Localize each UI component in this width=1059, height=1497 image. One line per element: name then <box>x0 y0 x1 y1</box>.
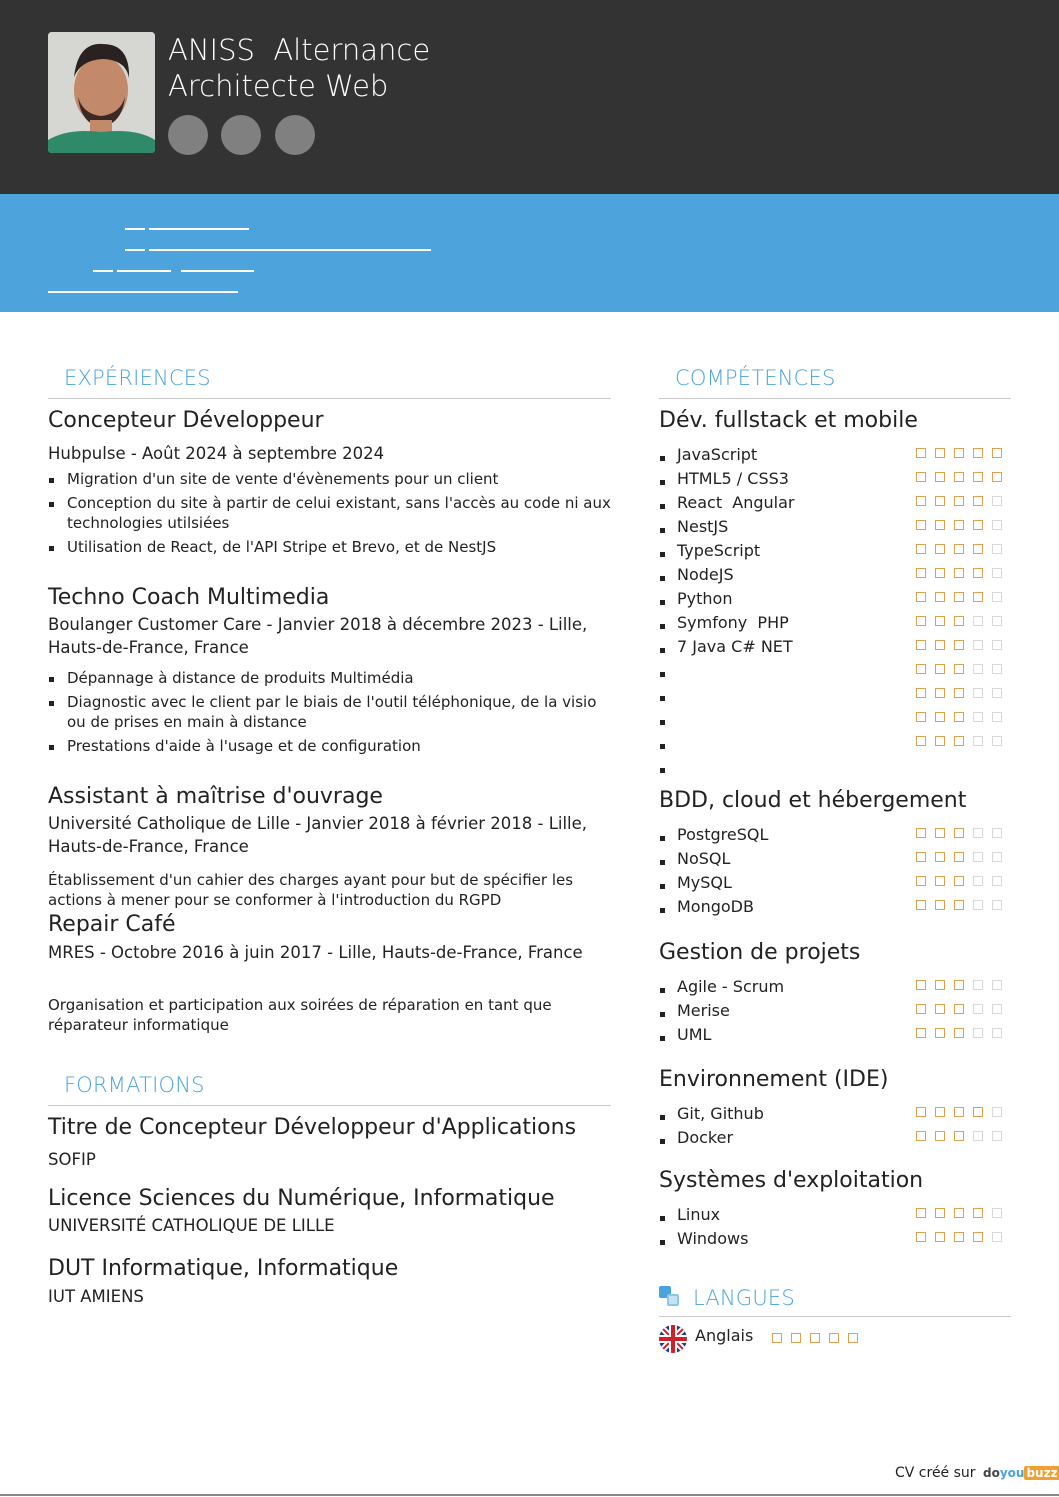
rating-square <box>992 1028 1002 1038</box>
section-divider <box>48 398 611 399</box>
rating-square <box>916 448 926 458</box>
rating-square <box>973 616 983 626</box>
candidate-name: ANISS Alternance <box>168 33 431 67</box>
skill-list <box>659 443 899 779</box>
rating-square <box>973 568 983 578</box>
rating-square <box>992 1004 1002 1014</box>
skill-list <box>659 1203 899 1251</box>
rating-square <box>954 496 964 506</box>
rating-square <box>973 520 983 530</box>
degree-title: DUT Informatique, Informatique <box>48 1256 399 1281</box>
rating-square <box>992 472 1002 482</box>
job-description: Organisation et participation aux soirées de réparation en tant que réparateur informatique <box>48 996 552 1034</box>
skill-item <box>659 755 899 779</box>
rating-square <box>954 592 964 602</box>
rating-square <box>954 736 964 746</box>
rating-square <box>992 876 1002 886</box>
skill-item <box>659 707 899 731</box>
rating-row <box>916 561 1016 585</box>
rating-square <box>848 1333 858 1343</box>
rating-square <box>935 876 945 886</box>
rating-square <box>935 616 945 626</box>
rating-square <box>916 640 926 650</box>
contact-band <box>0 194 1059 312</box>
rating-square <box>916 496 926 506</box>
rating-square <box>916 712 926 722</box>
job-title: Techno Coach Multimedia <box>48 585 330 610</box>
langues-heading: LANGUES <box>693 1286 795 1310</box>
rating-square <box>916 980 926 990</box>
school-name: IUT AMIENS <box>48 1287 144 1306</box>
skill-item: Agile - Scrum <box>659 975 899 999</box>
rating-square <box>992 1107 1002 1117</box>
rating-square <box>992 736 1002 746</box>
rating-square <box>916 1232 926 1242</box>
rating-square <box>973 1131 983 1141</box>
contact-line[interactable] <box>125 249 145 251</box>
rating-row <box>916 681 1016 705</box>
skill-item: HTML5 / CSS3 <box>659 467 899 491</box>
job-bullets <box>48 469 613 561</box>
job-company: Hubpulse - Août 2024 à septembre 2024 <box>48 444 385 463</box>
rating-square <box>935 592 945 602</box>
rating-square <box>973 496 983 506</box>
rating-row <box>916 633 1016 657</box>
rating-row <box>772 1326 872 1350</box>
rating-square <box>916 1004 926 1014</box>
uk-flag-icon <box>659 1325 687 1353</box>
section-divider <box>659 1316 1011 1317</box>
school-name: SOFIP <box>48 1150 96 1169</box>
rating-square <box>954 616 964 626</box>
skill-item <box>659 683 899 707</box>
rating-row <box>916 1225 1016 1249</box>
rating-square <box>935 520 945 530</box>
rating-square <box>973 828 983 838</box>
rating-square <box>954 544 964 554</box>
rating-row <box>916 869 1016 893</box>
rating-square <box>810 1333 820 1343</box>
rating-square <box>973 736 983 746</box>
rating-square <box>992 828 1002 838</box>
rating-square <box>916 568 926 578</box>
rating-square <box>973 544 983 554</box>
rating-square <box>954 1232 964 1242</box>
rating-row <box>916 657 1016 681</box>
skill-item: Windows <box>659 1227 899 1251</box>
rating-square <box>935 980 945 990</box>
skill-item: Linux <box>659 1203 899 1227</box>
rating-square <box>992 520 1002 530</box>
rating-square <box>916 736 926 746</box>
rating-row <box>916 1124 1016 1148</box>
rating-square <box>935 1208 945 1218</box>
rating-square <box>954 520 964 530</box>
degree-title: Licence Sciences du Numérique, Informatique <box>48 1186 555 1211</box>
rating-square <box>829 1333 839 1343</box>
rating-square <box>992 1208 1002 1218</box>
social-icon-3[interactable] <box>275 115 315 155</box>
skill-item <box>659 659 899 683</box>
contact-line[interactable] <box>181 270 254 272</box>
rating-row <box>916 973 1016 997</box>
rating-square <box>954 1131 964 1141</box>
rating-square <box>992 592 1002 602</box>
brand-you: you <box>999 1466 1025 1480</box>
skill-category-title: Environnement (IDE) <box>659 1067 889 1092</box>
school-name: UNIVERSITÉ CATHOLIQUE DE LILLE <box>48 1216 335 1235</box>
skill-ratings <box>916 441 1016 753</box>
brand-do: do <box>983 1466 1000 1480</box>
rating-square <box>916 1131 926 1141</box>
language-rating <box>772 1326 872 1350</box>
rating-square <box>916 1208 926 1218</box>
rating-row <box>916 441 1016 465</box>
rating-square <box>935 1004 945 1014</box>
skill-item: NestJS <box>659 515 899 539</box>
rating-square <box>992 640 1002 650</box>
skill-category-title: Gestion de projets <box>659 940 861 965</box>
rating-square <box>954 1107 964 1117</box>
contact-line[interactable] <box>117 270 171 272</box>
rating-square <box>935 1131 945 1141</box>
rating-square <box>973 640 983 650</box>
skill-item <box>659 731 899 755</box>
rating-square <box>992 544 1002 554</box>
contact-line[interactable] <box>149 249 431 251</box>
skill-item: Git, Github <box>659 1102 899 1126</box>
language-name: Anglais <box>695 1326 754 1345</box>
social-icon-2[interactable] <box>221 115 261 155</box>
rating-square <box>935 496 945 506</box>
skill-list <box>659 975 899 1047</box>
skill-category-title: BDD, cloud et hébergement <box>659 788 967 813</box>
rating-row <box>916 465 1016 489</box>
rating-square <box>935 472 945 482</box>
rating-square <box>954 852 964 862</box>
rating-square <box>973 1232 983 1242</box>
job-company: MRES - Octobre 2016 à juin 2017 - Lille, Hauts-de-France, France <box>48 943 583 962</box>
skill-ratings <box>916 821 1016 917</box>
rating-square <box>916 900 926 910</box>
rating-square <box>973 664 983 674</box>
rating-square <box>992 980 1002 990</box>
rating-square <box>935 448 945 458</box>
rating-square <box>916 852 926 862</box>
rating-row <box>916 821 1016 845</box>
skill-ratings <box>916 1201 1016 1249</box>
rating-square <box>935 688 945 698</box>
rating-square <box>954 448 964 458</box>
rating-square <box>954 1004 964 1014</box>
rating-square <box>916 876 926 886</box>
page-bottom-border <box>0 1494 1059 1496</box>
rating-row <box>916 585 1016 609</box>
rating-square <box>992 496 1002 506</box>
skill-item: PostgreSQL <box>659 823 899 847</box>
rating-square <box>992 712 1002 722</box>
rating-square <box>916 520 926 530</box>
doyoubuzz-logo[interactable] <box>983 1466 1059 1480</box>
rating-square <box>772 1333 782 1343</box>
skill-item: MongoDB <box>659 895 899 919</box>
contact-line[interactable] <box>48 291 238 293</box>
rating-square <box>916 828 926 838</box>
rating-square <box>954 472 964 482</box>
rating-square <box>954 828 964 838</box>
skill-item: TypeScript <box>659 539 899 563</box>
skill-item: Docker <box>659 1126 899 1150</box>
footer-text: CV créé sur <box>895 1465 976 1481</box>
rating-square <box>954 1208 964 1218</box>
rating-square <box>954 568 964 578</box>
rating-square <box>992 568 1002 578</box>
contact-line[interactable] <box>93 270 113 272</box>
rating-square <box>916 544 926 554</box>
rating-row <box>916 609 1016 633</box>
rating-square <box>992 688 1002 698</box>
job-company: Université Catholique de Lille - Janvier 2018 à février 2018 - Lille, Hauts-de-France, France <box>48 814 588 856</box>
rating-row <box>916 1100 1016 1124</box>
rating-square <box>791 1333 801 1343</box>
footer-credit[interactable] <box>895 1465 1059 1481</box>
rating-square <box>973 448 983 458</box>
rating-square <box>973 1004 983 1014</box>
contact-line[interactable] <box>149 228 249 230</box>
competences-heading: COMPÉTENCES <box>675 366 836 390</box>
rating-row <box>916 1201 1016 1225</box>
skill-item: Python <box>659 587 899 611</box>
rating-row <box>916 997 1016 1021</box>
rating-square <box>973 852 983 862</box>
rating-square <box>935 544 945 554</box>
rating-square <box>954 980 964 990</box>
rating-square <box>973 1107 983 1117</box>
rating-row <box>916 537 1016 561</box>
rating-square <box>992 1232 1002 1242</box>
rating-square <box>954 688 964 698</box>
rating-square <box>954 664 964 674</box>
section-divider <box>659 398 1011 399</box>
rating-square <box>935 568 945 578</box>
cv-header <box>0 0 1059 194</box>
rating-row <box>916 729 1016 753</box>
skill-item: JavaScript <box>659 443 899 467</box>
candidate-title: Architecte Web <box>168 69 389 103</box>
skill-list <box>659 1102 899 1150</box>
section-divider <box>48 1105 611 1106</box>
rating-square <box>935 712 945 722</box>
rating-square <box>973 1028 983 1038</box>
skill-list <box>659 823 899 919</box>
rating-square <box>954 900 964 910</box>
rating-square <box>992 664 1002 674</box>
rating-row <box>916 489 1016 513</box>
contact-line[interactable] <box>125 228 145 230</box>
skill-item: NoSQL <box>659 847 899 871</box>
rating-square <box>916 592 926 602</box>
rating-square <box>973 1208 983 1218</box>
rating-row <box>916 1021 1016 1045</box>
rating-row <box>916 513 1016 537</box>
job-description: Établissement d'un cahier des charges ayant pour but de spécifier les actions à mener pour se conformer à l'introduction du RGPD <box>48 871 574 909</box>
rating-square <box>973 980 983 990</box>
degree-title: Titre de Concepteur Développeur d'Applications <box>48 1115 577 1140</box>
rating-square <box>973 592 983 602</box>
skill-item: MySQL <box>659 871 899 895</box>
rating-square <box>935 736 945 746</box>
skill-item: Symfony PHP <box>659 611 899 635</box>
skill-item: UML <box>659 1023 899 1047</box>
brand-buzz: buzz <box>1026 1466 1058 1480</box>
skill-item: 7 Java C# NET <box>659 635 899 659</box>
rating-square <box>954 640 964 650</box>
rating-square <box>992 900 1002 910</box>
rating-square <box>935 852 945 862</box>
formations-heading: FORMATIONS <box>64 1073 205 1097</box>
list-item: Utilisation de React, de l'API Stripe et Brevo, et de NestJS <box>48 537 613 557</box>
rating-square <box>935 664 945 674</box>
job-title: Concepteur Développeur <box>48 408 324 433</box>
rating-square <box>973 688 983 698</box>
rating-square <box>916 616 926 626</box>
job-title: Repair Café <box>48 912 176 937</box>
list-item: Dépannage à distance de produits Multimédia <box>48 668 613 688</box>
rating-square <box>916 1107 926 1117</box>
rating-square <box>973 900 983 910</box>
rating-square <box>973 876 983 886</box>
rating-square <box>992 1131 1002 1141</box>
skill-ratings <box>916 1100 1016 1148</box>
rating-square <box>973 712 983 722</box>
rating-square <box>935 640 945 650</box>
rating-square <box>973 472 983 482</box>
skill-item: Merise <box>659 999 899 1023</box>
rating-square <box>935 828 945 838</box>
job-company: Boulanger Customer Care - Janvier 2018 à décembre 2023 - Lille, Hauts-de-France, France <box>48 615 588 657</box>
rating-square <box>916 688 926 698</box>
experiences-heading: EXPÉRIENCES <box>64 366 211 390</box>
rating-row <box>916 845 1016 869</box>
skill-item: NodeJS <box>659 563 899 587</box>
rating-square <box>916 1028 926 1038</box>
job-bullets <box>48 668 613 760</box>
rating-square <box>954 876 964 886</box>
list-item: Diagnostic avec le client par le biais de l'outil téléphonique, de la visio ou de prises en main à distance <box>48 692 613 732</box>
rating-square <box>935 1028 945 1038</box>
rating-square <box>916 664 926 674</box>
rating-square <box>992 616 1002 626</box>
list-item: Conception du site à partir de celui existant, sans l'accès au code ni aux technologies utilsiées <box>48 493 613 533</box>
rating-square <box>992 448 1002 458</box>
rating-square <box>935 900 945 910</box>
job-title: Assistant à maîtrise d'ouvrage <box>48 784 383 809</box>
skill-category-title: Dév. fullstack et mobile <box>659 408 918 433</box>
rating-square <box>935 1107 945 1117</box>
rating-square <box>992 852 1002 862</box>
list-item: Migration d'un site de vente d'évènements pour un client <box>48 469 613 489</box>
rating-square <box>954 1028 964 1038</box>
language-icon <box>658 1285 680 1307</box>
skill-item: React Angular <box>659 491 899 515</box>
skill-ratings <box>916 973 1016 1045</box>
rating-row <box>916 893 1016 917</box>
social-icon-1[interactable] <box>168 115 208 155</box>
profile-photo <box>48 32 155 153</box>
list-item: Prestations d'aide à l'usage et de configuration <box>48 736 613 756</box>
rating-square <box>916 472 926 482</box>
rating-square <box>954 712 964 722</box>
rating-square <box>935 1232 945 1242</box>
rating-row <box>916 705 1016 729</box>
skill-category-title: Systèmes d'exploitation <box>659 1168 924 1193</box>
